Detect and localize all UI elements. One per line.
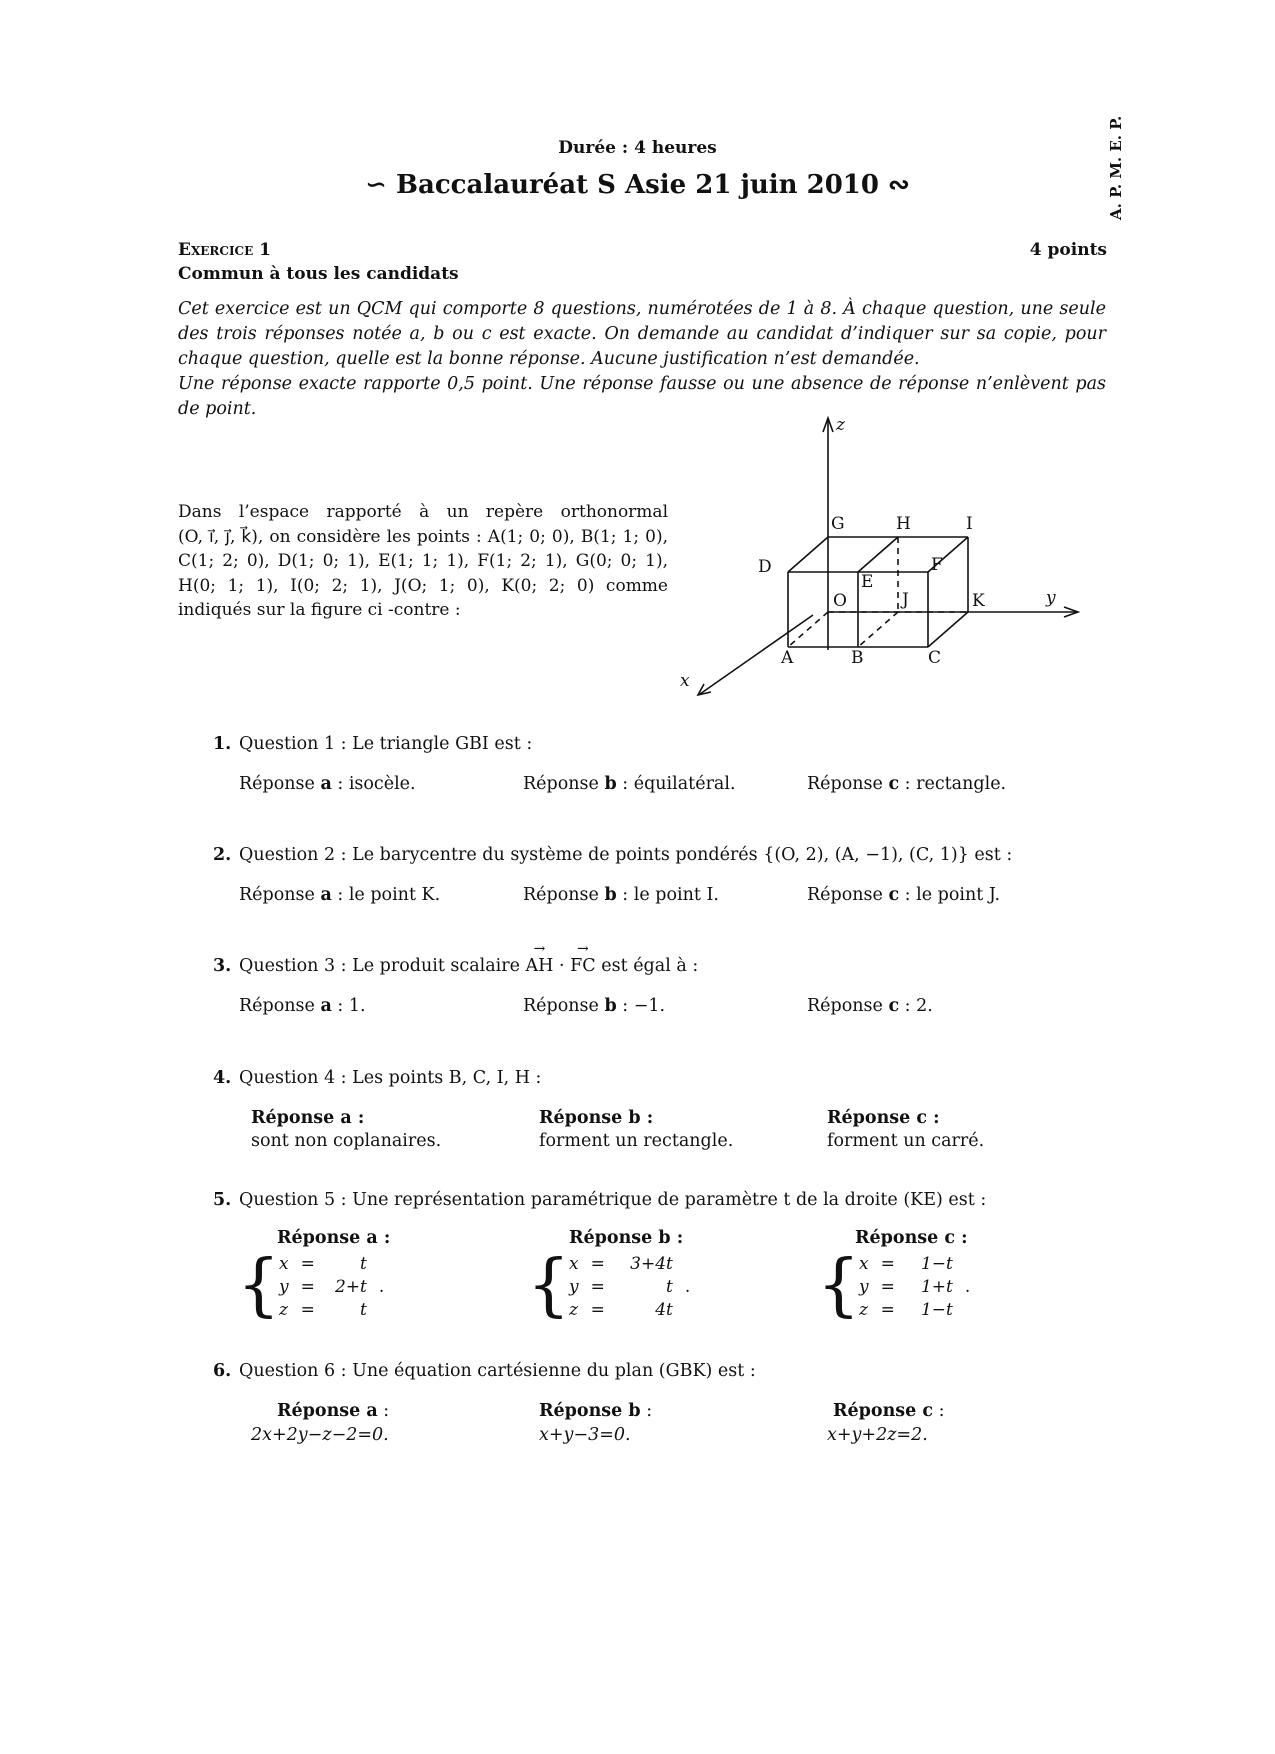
answer-b: Réponse b : équilatéral. xyxy=(523,774,736,794)
label-I: I xyxy=(966,514,973,534)
label-G: G xyxy=(831,514,845,534)
answer-b-system: { x = 3+4t y = t . z = 4t xyxy=(527,1246,691,1325)
answer-b: Réponse b : x+y−3=0. xyxy=(539,1401,653,1445)
duration: Durée : 4 heures xyxy=(558,138,717,158)
answer-b-heading: Réponse b : xyxy=(569,1228,684,1248)
label-E: E xyxy=(861,572,874,592)
question-text: Question 2 : Le barycentre du système de points pondérés {(O, 2), (A, −1), (C, 1)} est : xyxy=(239,845,1013,865)
vector-FC: → FC xyxy=(570,956,596,976)
answer-a-heading: Réponse a : xyxy=(277,1228,391,1248)
answer-c: Réponse c : forment un carré. xyxy=(827,1108,985,1151)
label-y: y xyxy=(1046,588,1056,608)
answer-c-heading: Réponse c : xyxy=(855,1228,968,1248)
label-F: F xyxy=(931,555,943,575)
frame-description-line-1: Dans l’espace rapporté à un repère orthonormal xyxy=(178,502,668,522)
label-x: x xyxy=(680,671,690,691)
answer-c: Réponse c : le point J. xyxy=(807,885,1001,905)
answer-a: Réponse a : sont non coplanaires. xyxy=(251,1108,442,1151)
answer-c: Réponse c : x+y+2z=2. xyxy=(827,1401,945,1445)
answer-c: Réponse c : rectangle. xyxy=(807,774,1007,794)
label-H: H xyxy=(896,514,911,534)
label-C: C xyxy=(928,648,942,668)
question-text: Question 6 : Une équation cartésienne du plan (GBK) est : xyxy=(239,1361,756,1381)
answer-b: Réponse b : forment un rectangle. xyxy=(539,1108,734,1151)
question-number: 3. xyxy=(213,956,232,976)
label-O: O xyxy=(833,591,847,611)
answer-b: Réponse b : −1. xyxy=(523,996,666,1016)
question-number: 4. xyxy=(213,1068,232,1088)
answer-a-system: { x = t y = 2+t . z = t xyxy=(237,1246,385,1325)
question-6 xyxy=(213,1361,1093,1445)
question-text: Question 4 : Les points B, C, I, H : xyxy=(239,1068,542,1088)
answer-a: Réponse a : le point K. xyxy=(239,885,441,905)
instructions-paragraph-1: Cet exercice est un QCM qui comporte 8 questions, numérotées de 1 à 8. À chaque question, une seule des trois réponses notée a, b ou c est exacte. On demande au candidat d’indiquer sur sa copie, pour chaque question, quelle est la bonne réponse. Aucune justification n’est demandée. xyxy=(178,299,1106,369)
answer-a: Réponse a : 2x+2y−z−2=0. xyxy=(251,1401,390,1445)
instructions-paragraph-2: Une réponse exacte rapporte 0,5 point. Une réponse fausse ou une absence de réponse n’enlèvent pas de point. xyxy=(178,374,1106,419)
question-1 xyxy=(213,734,1093,794)
exercise-points: 4 points xyxy=(1029,240,1107,260)
instructions xyxy=(178,297,1106,422)
vector-AH: → AH xyxy=(526,956,554,976)
frame-description xyxy=(178,500,668,623)
answer-c: Réponse c : 2. xyxy=(807,996,933,1016)
label-J: J xyxy=(902,590,909,610)
label-z: z xyxy=(836,415,845,435)
label-D: D xyxy=(758,557,772,577)
question-number: 5. xyxy=(213,1190,232,1210)
answer-a: Réponse a : 1. xyxy=(239,996,366,1016)
exercise-label: Exercice 1 xyxy=(178,240,271,260)
question-text: Question 1 : Le triangle GBI est : xyxy=(239,734,533,754)
question-4 xyxy=(213,1068,1093,1151)
question-2 xyxy=(213,845,1093,905)
label-B: B xyxy=(851,648,864,668)
question-3: 3. Question 3 : Le produit scalaire → AH · → FC est égal à : Réponse a : 1. Réponse b : −1. Réponse c : 2. xyxy=(213,956,1093,976)
label-A: A xyxy=(781,648,794,668)
question-number: 6. xyxy=(213,1361,232,1381)
label-K: K xyxy=(972,591,985,611)
answer-a: Réponse a : isocèle. xyxy=(239,774,416,794)
question-text: Question 5 : Une représentation paramétrique de paramètre t de la droite (KE) est : xyxy=(239,1190,987,1210)
x-axis xyxy=(700,615,813,694)
question-number: 2. xyxy=(213,845,232,865)
side-label: A. P. M. E. P. xyxy=(1107,115,1125,221)
page-title: ∽ Baccalauréat S Asie 21 juin 2010 ∾ xyxy=(365,170,910,200)
question-number: 1. xyxy=(213,734,232,754)
cube-figure xyxy=(680,412,1108,702)
answer-b: Réponse b : le point I. xyxy=(523,885,719,905)
exercise-audience: Commun à tous les candidats xyxy=(178,264,459,284)
answer-c-system: { x = 1−t y = 1+t . z = 1−t xyxy=(817,1246,971,1325)
question-5 xyxy=(213,1190,1093,1325)
frame-description-rest: (O, i⃗, j⃗, k⃗), on considère les points : A(1; 0; 0), B(1; 1; 0), C(1; 2; 0), D(1; 0; 1), E(1; 1; 1), F(1; 2; 1), G(0; 0; 1), H(0; 1; 1), I(0; 2; 1), J(O; 1; 0), K(0; 2; 0) comme indiqués sur la figure ci -contre : xyxy=(178,526,668,620)
